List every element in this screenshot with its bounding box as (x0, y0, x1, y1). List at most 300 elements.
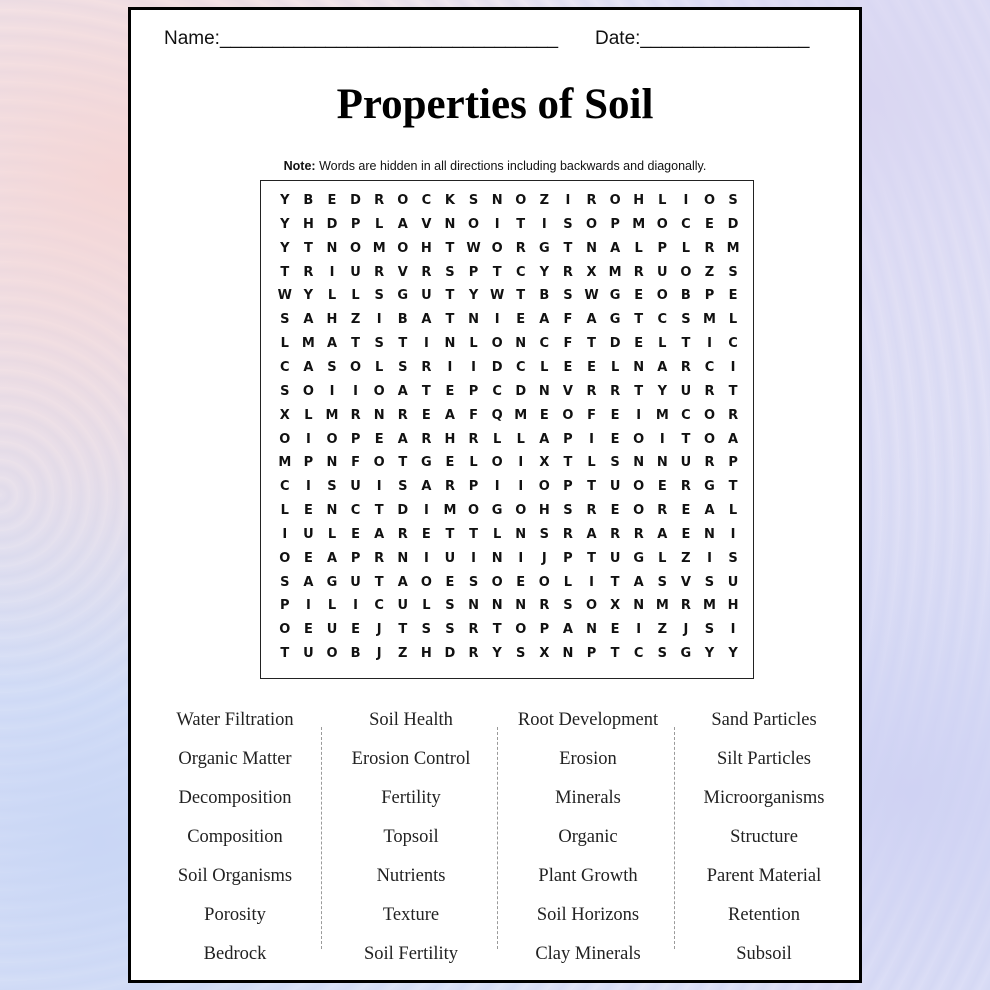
word-item: Erosion Control (351, 749, 471, 769)
grid-letter: S (563, 503, 573, 519)
word-item: Soil Horizons (536, 905, 640, 925)
grid-letter: V (562, 383, 573, 399)
grid-letter: I (353, 383, 358, 399)
grid-letter: E (587, 359, 596, 375)
grid-letter: L (469, 336, 478, 352)
grid-letter: O (373, 383, 385, 399)
grid-letter: A (326, 336, 338, 352)
grid-letter: N (491, 598, 503, 614)
grid-letter: Y (657, 383, 667, 399)
grid-row (273, 642, 745, 666)
grid-letter: O (562, 407, 574, 423)
grid-letter: S (468, 574, 479, 590)
instructions-note (131, 159, 859, 173)
grid-letter: W (277, 288, 292, 304)
grid-letter: S (728, 550, 738, 566)
grid-letter: E (610, 622, 620, 638)
grid-letter: E (681, 503, 691, 519)
grid-letter: Z (704, 264, 715, 280)
grid-letter: I (305, 431, 311, 447)
word-list (147, 705, 847, 975)
note-label: Note: (283, 159, 316, 173)
grid-letter: F (587, 407, 596, 423)
grid-letter: R (374, 193, 385, 208)
grid-letter: I (730, 622, 736, 638)
grid-letter: O (656, 288, 668, 304)
grid-letter: S (421, 622, 432, 638)
grid-letter: R (704, 455, 715, 471)
grid-letter: O (326, 646, 338, 662)
grid-letter: S (280, 312, 290, 328)
grid-letter: S (398, 479, 408, 495)
grid-letter: D (491, 359, 503, 375)
grid-letter: A (539, 312, 550, 328)
grid-letter: E (563, 359, 573, 375)
grid-letter: T (445, 312, 455, 328)
grid-letter: N (468, 312, 479, 328)
grid-letter: O (656, 216, 668, 232)
grid-letter: N (562, 646, 574, 662)
grid-row (273, 237, 745, 261)
grid-letter: E (539, 407, 549, 423)
grid-letter: A (704, 503, 715, 519)
grid-letter: L (492, 526, 502, 542)
grid-letter: C (350, 503, 361, 519)
grid-letter: I (565, 193, 571, 208)
grid-letter: U (727, 574, 739, 590)
grid-letter: O (585, 598, 598, 614)
grid-letter: H (727, 598, 739, 614)
grid-letter: T (516, 216, 526, 232)
grid-letter: E (303, 622, 313, 638)
grid-letter: I (282, 526, 288, 542)
grid-letter: B (303, 193, 314, 208)
word-item: Water Filtration (176, 710, 294, 730)
grid-letter: Y (468, 288, 479, 304)
grid-letter: H (633, 193, 645, 208)
grid-letter: A (397, 574, 408, 590)
grid-letter: I (494, 216, 500, 232)
grid-letter: O (279, 622, 291, 638)
grid-letter: A (421, 479, 432, 495)
grid-letter: S (563, 598, 573, 614)
word-item: Decomposition (178, 788, 292, 808)
grid-letter: L (280, 503, 289, 519)
grid-letter: E (634, 336, 644, 352)
word-column (323, 705, 499, 978)
grid-letter: C (633, 646, 644, 662)
grid-letter: T (634, 383, 644, 399)
grid-letter: L (492, 431, 502, 447)
grid-letter: S (468, 193, 479, 208)
grid-letter: R (303, 264, 314, 280)
grid-letter: X (610, 598, 621, 614)
grid-letter: T (445, 288, 455, 304)
grid-letter: Z (657, 622, 668, 638)
grid-letter: X (539, 646, 550, 662)
grid-letter: T (445, 240, 455, 256)
grid-letter: I (329, 264, 335, 280)
grid-letter: D (350, 193, 361, 208)
grid-letter: Z (350, 312, 361, 328)
grid-letter: H (538, 503, 550, 519)
grid-letter: T (351, 336, 361, 352)
grid-letter: M (726, 240, 740, 256)
grid-letter: N (444, 216, 456, 232)
grid-letter: A (562, 622, 573, 638)
grid-row (273, 547, 745, 571)
grid-letter: I (730, 359, 736, 375)
grid-letter: S (398, 359, 408, 375)
grid-letter: U (350, 264, 361, 280)
grid-letter: T (516, 288, 526, 304)
word-column (676, 705, 852, 978)
grid-letter: T (374, 503, 384, 519)
grid-letter: T (610, 574, 620, 590)
grid-letter: C (704, 359, 715, 375)
grid-letter: T (280, 264, 290, 280)
grid-letter: G (609, 312, 621, 328)
grid-letter: I (471, 359, 476, 375)
grid-letter: C (515, 264, 526, 280)
grid-letter: C (539, 336, 550, 352)
grid-letter: T (421, 383, 431, 399)
grid-letter: U (397, 598, 409, 614)
grid-letter: E (351, 526, 361, 542)
grid-letter: I (423, 503, 429, 519)
grid-letter: F (563, 312, 573, 328)
word-item: Organic (558, 827, 618, 847)
grid-letter: N (656, 455, 668, 471)
grid-letter: H (302, 216, 314, 232)
grid-letter: I (494, 479, 500, 495)
grid-letter: I (518, 550, 524, 566)
grid-row (273, 499, 745, 523)
grid-letter: W (466, 240, 481, 256)
grid-letter: C (681, 407, 691, 423)
word-item: Soil Fertility (363, 944, 459, 964)
grid-letter: D (326, 216, 338, 232)
grid-letter: T (492, 264, 502, 280)
grid-letter: O (703, 431, 716, 447)
grid-letter: H (420, 646, 432, 662)
grid-letter: L (540, 359, 549, 375)
grid-letter: G (609, 288, 621, 304)
grid-letter: O (633, 479, 645, 495)
grid-letter: U (657, 264, 668, 280)
grid-letter: U (609, 550, 621, 566)
grid-letter: T (445, 526, 455, 542)
grid-letter: S (445, 598, 455, 614)
grid-letter: Y (303, 288, 314, 304)
grid-letter: E (303, 550, 313, 566)
grid-letter: T (634, 312, 644, 328)
grid-letter: E (681, 526, 691, 542)
grid-letter: L (610, 359, 620, 375)
word-item: Root Development (517, 710, 659, 730)
grid-letter: T (303, 240, 313, 256)
grid-letter: R (421, 359, 432, 375)
grid-letter: I (376, 479, 382, 495)
grid-letter: Y (704, 646, 715, 662)
grid-letter: O (703, 407, 716, 423)
grid-letter: K (444, 193, 455, 208)
grid-letter: T (563, 240, 573, 256)
grid-letter: N (538, 383, 550, 399)
grid-letter: R (657, 503, 668, 519)
grid-letter: F (351, 455, 361, 471)
grid-row (273, 284, 745, 308)
grid-letter: N (515, 336, 527, 352)
grid-letter: E (705, 216, 714, 232)
grid-letter: M (703, 598, 716, 614)
grid-letter: V (680, 574, 691, 590)
grid-letter: A (397, 216, 408, 232)
grid-letter: R (586, 383, 597, 399)
grid-letter: T (587, 550, 596, 566)
grid-letter: S (728, 193, 738, 208)
grid-letter: L (375, 216, 384, 232)
grid-letter: U (326, 622, 338, 638)
grid-letter: A (728, 431, 739, 447)
grid-letter: L (516, 431, 525, 447)
grid-letter: O (279, 550, 291, 566)
grid-letter: L (634, 240, 643, 256)
grid-letter: F (469, 407, 478, 423)
grid-letter: A (539, 431, 550, 447)
grid-letter: I (494, 312, 500, 328)
grid-letter: S (280, 574, 290, 590)
grid-letter: E (634, 288, 644, 304)
grid-letter: O (397, 193, 409, 208)
grid-letter: I (683, 193, 689, 208)
grid-letter: V (421, 216, 432, 232)
grid-letter: P (704, 288, 715, 304)
grid-letter: L (469, 455, 478, 471)
grid-letter: T (398, 455, 408, 471)
grid-letter: O (420, 574, 432, 590)
grid-letter: O (538, 479, 550, 495)
grid-letter: O (468, 503, 480, 519)
word-item: Porosity (204, 905, 266, 925)
grid-letter: P (586, 646, 597, 662)
grid-letter: I (447, 359, 453, 375)
grid-letter: U (680, 383, 692, 399)
grid-letter: R (350, 407, 361, 423)
grid-letter: S (681, 312, 691, 328)
grid-letter: L (351, 288, 360, 304)
grid-letter: J (376, 646, 382, 662)
column-divider (674, 727, 675, 949)
grid-letter: L (422, 598, 431, 614)
grid-letter: P (468, 264, 479, 280)
grid-letter: E (303, 503, 313, 519)
word-item: Nutrients (376, 866, 446, 886)
grid-letter: A (326, 550, 338, 566)
word-item: Sand Particles (711, 710, 817, 730)
grid-row (273, 404, 745, 428)
grid-letter: I (305, 479, 311, 495)
grid-letter: P (657, 240, 668, 256)
grid-letter: I (636, 407, 642, 423)
grid-letter: L (304, 407, 313, 423)
grid-letter: A (657, 359, 668, 375)
grid-letter: U (609, 479, 621, 495)
grid-letter: L (563, 574, 573, 590)
grid-letter: R (421, 431, 432, 447)
grid-letter: R (728, 407, 739, 423)
grid-letter: M (703, 312, 716, 328)
grid-letter: L (587, 455, 596, 471)
word-item: Soil Organisms (177, 866, 293, 886)
grid-letter: E (516, 312, 526, 328)
grid-letter: Y (280, 216, 290, 232)
column-divider (497, 727, 498, 949)
note-text: Words are hidden in all directions including backwards and diagonally. (315, 159, 707, 173)
grid-letter: Y (280, 193, 290, 208)
grid-letter: X (586, 264, 597, 280)
grid-letter: G (704, 479, 715, 495)
grid-letter: T (728, 383, 738, 399)
grid-letter: Z (539, 193, 550, 208)
grid-letter: C (374, 598, 384, 614)
column-divider (321, 727, 322, 949)
grid-letter: G (326, 574, 338, 590)
grid-letter: S (327, 479, 337, 495)
grid-letter: E (728, 288, 738, 304)
grid-letter: A (374, 526, 385, 542)
grid-letter: H (444, 431, 456, 447)
grid-letter: E (610, 407, 620, 423)
grid-letter: M (325, 407, 339, 423)
grid-letter: N (468, 598, 479, 614)
grid-letter: T (398, 336, 408, 352)
grid-letter: G (633, 550, 645, 566)
grid-letter: A (657, 526, 668, 542)
grid-letter: S (728, 264, 738, 280)
grid-letter: C (515, 359, 526, 375)
grid-letter: N (633, 598, 645, 614)
grid-letter: O (350, 359, 362, 375)
grid-row (273, 213, 745, 237)
grid-letter: H (326, 312, 338, 328)
grid-letter: R (704, 240, 715, 256)
grid-row (273, 451, 745, 475)
grid-letter: E (421, 526, 431, 542)
grid-letter: U (421, 288, 432, 304)
grid-letter: O (350, 240, 362, 256)
grid-letter: L (728, 503, 738, 519)
grid-letter: O (703, 193, 716, 208)
grid-letter: A (586, 526, 597, 542)
grid-letter: J (683, 622, 689, 638)
grid-letter: Y (539, 264, 550, 280)
word-item: Erosion (559, 749, 617, 769)
grid-letter: L (280, 336, 289, 352)
grid-letter: C (280, 359, 290, 375)
grid-letter: S (657, 574, 667, 590)
worksheet (128, 7, 862, 983)
grid-letter: R (562, 526, 573, 542)
grid-letter: M (632, 216, 646, 232)
grid-letter: P (350, 550, 361, 566)
grid-letter: M (655, 407, 669, 423)
grid-letter: S (657, 646, 667, 662)
grid-letter: I (707, 336, 712, 352)
grid-letter: I (707, 550, 712, 566)
grid-letter: E (610, 503, 620, 519)
grid-letter: U (350, 479, 361, 495)
grid-letter: A (397, 431, 408, 447)
grid-letter: O (491, 574, 503, 590)
word-item: Soil Health (369, 710, 453, 730)
grid-letter: U (303, 646, 314, 662)
grid-letter: O (491, 455, 503, 471)
grid-letter: Z (398, 646, 408, 662)
grid-letter: B (680, 288, 691, 304)
word-column (147, 705, 323, 978)
grid-letter: Z (681, 550, 691, 566)
word-item: Texture (382, 905, 440, 925)
grid-letter: E (657, 479, 667, 495)
grid-letter: U (444, 550, 456, 566)
grid-letter: N (515, 598, 527, 614)
grid-letter: G (421, 455, 432, 471)
grid-letter: P (563, 479, 573, 495)
grid-letter: I (636, 622, 642, 638)
grid-letter: R (397, 526, 408, 542)
grid-letter: R (680, 598, 691, 614)
grid-letter: N (586, 240, 597, 256)
grid-row (273, 594, 745, 618)
grid-letter: O (538, 574, 550, 590)
grid-letter: R (680, 479, 691, 495)
grid-letter: A (421, 312, 432, 328)
grid-letter: T (610, 646, 620, 662)
grid-letter: N (326, 455, 338, 471)
grid-letter: B (350, 646, 361, 662)
grid-letter: D (727, 216, 739, 232)
grid-letter: R (515, 240, 526, 256)
grid-letter: S (539, 526, 550, 542)
grid-letter: N (633, 359, 645, 375)
grid-letter: I (423, 550, 429, 566)
grid-letter: R (468, 622, 479, 638)
grid-letter: T (681, 336, 691, 352)
grid-row (273, 189, 745, 213)
word-item: Bedrock (203, 944, 267, 964)
grid-letter: P (539, 622, 550, 638)
grid-letter: O (633, 431, 645, 447)
grid-letter: G (397, 288, 409, 304)
grid-letter: S (445, 264, 455, 280)
grid-letter: J (376, 622, 382, 638)
grid-letter: A (397, 383, 408, 399)
grid-letter: S (704, 622, 715, 638)
grid-letter: R (374, 550, 385, 566)
grid-row (273, 332, 745, 356)
word-item: Clay Minerals (535, 944, 641, 964)
grid-letter: T (681, 431, 691, 447)
grid-letter: N (491, 193, 503, 208)
grid-letter: O (491, 336, 503, 352)
grid-letter: L (658, 336, 667, 352)
grid-letter: N (326, 240, 338, 256)
grid-letter: R (421, 264, 432, 280)
grid-letter: X (279, 407, 290, 423)
grid-letter: Y (492, 646, 502, 662)
grid-letter: D (609, 336, 621, 352)
